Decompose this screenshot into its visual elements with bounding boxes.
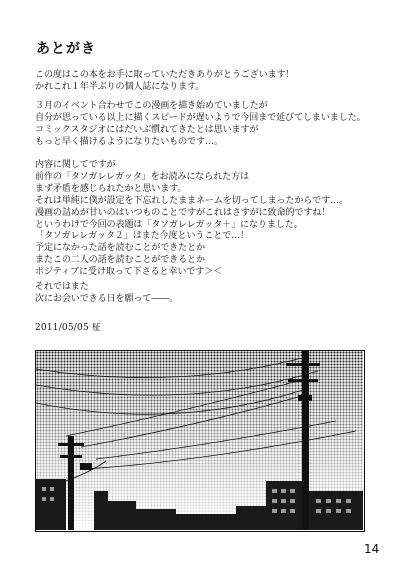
manga-panel-illustration: [35, 350, 365, 532]
paragraph-closing: [35, 282, 178, 306]
text-line: ３月のイベント合わせでこの漫画を描き始めていましたが: [35, 101, 268, 111]
paragraph-greeting: [35, 70, 294, 94]
text-line: この度はこの本をお手に取っていただきありがとうございます！: [35, 70, 295, 80]
text-line: 内容に関してですが: [35, 160, 116, 170]
text-line: それは単純に僕が設定を下忘れしたままネームを切ってしまったからです…。: [35, 195, 348, 206]
text-line: かれこれ１年半ぶりの個人誌になります。: [35, 81, 205, 92]
text-line: ポジティブに受け取って下さると幸いです＞＜: [35, 267, 223, 278]
page-number: 14: [364, 542, 380, 556]
text-line: 自分が思っている以上に描くスピードが遅いようで今回まで延びてしまいました。: [35, 112, 366, 123]
text-line: 漫画の詰めが甘いのはいつものことですがこれはさすがに致命的ですね！: [35, 207, 331, 218]
paragraph-progress: [35, 101, 366, 149]
page-title: あとがき: [36, 41, 96, 57]
text-line: 予定になかった話を読むことができたとか: [35, 243, 205, 254]
text-line: またこの二人の話を読むことができるとか: [35, 255, 205, 266]
text-line: 「タソガレレガッタ２」はまた今度ということで…！: [35, 231, 249, 242]
sky-powerlines-illustration: [36, 351, 363, 530]
text-line: それではまた: [35, 282, 89, 292]
text-line: コミックスタジオにはだいぶ慣れてきたとは思いますが: [35, 124, 259, 135]
text-line: 前作の「タソガレレガッタ」をお読みになられた方は: [35, 171, 249, 182]
text-line: というわけで今回の表題は「タソガレレガッタ＋」になりました。: [35, 219, 303, 230]
paragraph-content: [35, 160, 348, 279]
text-line: まず矛盾を感じられたかと思います。: [35, 183, 187, 194]
signature-date: 2011/05/05 柾: [35, 323, 102, 333]
text-line: 次にお会いできる日を願って――。: [35, 293, 179, 304]
text-line: もっと早く描けるようになりたいものです…。: [35, 136, 223, 147]
